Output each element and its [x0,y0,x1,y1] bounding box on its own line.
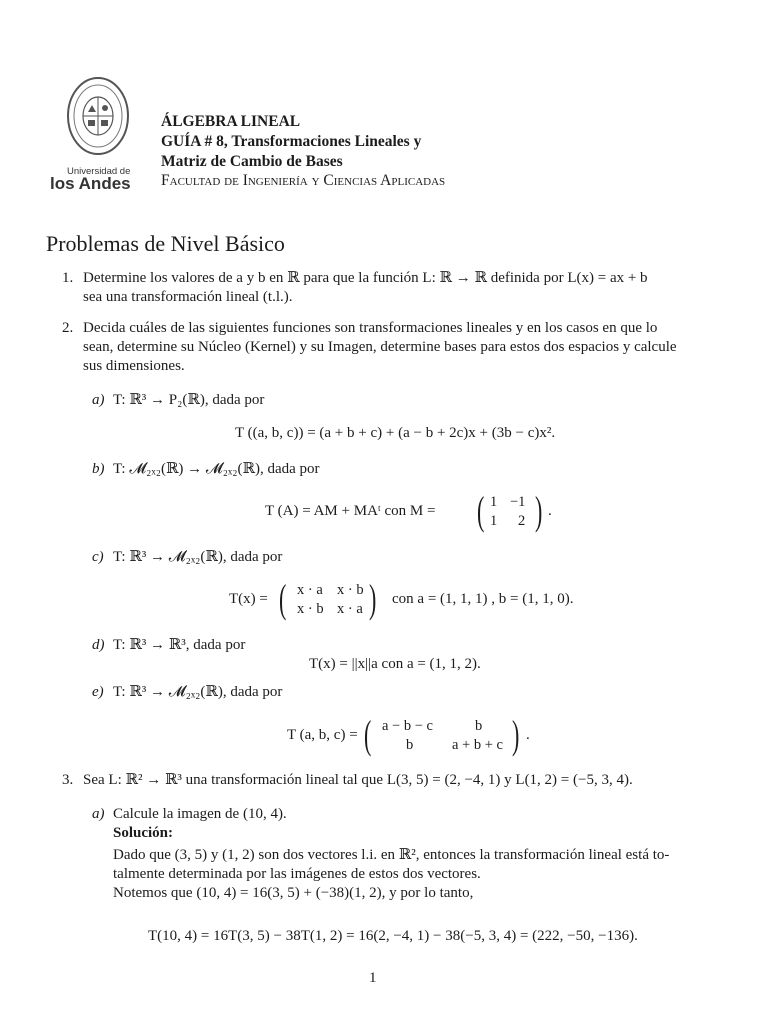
problem-2c-text: T: ℝ³ → 𝓜₂ₓ₂(ℝ), dada por [113,549,283,565]
matrix-cell: b [475,718,483,734]
matrix-cell: −1 [510,494,526,510]
matrix-cell: x · a [337,601,363,617]
solution-equation: T(10, 4) = 16T(3, 5) − 38T(1, 2) = 16(2, −4, 1) − 38(−5, 3, 4) = (222, −50, −136). [148,928,638,944]
problem-2e-equation: T (a, b, c) = [287,727,358,743]
problem-2d-equation: T(x) = ||x||a con a = (1, 1, 2). [309,656,481,672]
problem-2a-label: a) [92,392,105,408]
problem-2-line2: sean, determine su Núcleo (Kernel) y su Imagen, determine bases para estos dos espacios y calcule [83,339,677,355]
problem-2b-text: T: 𝓜₂ₓ₂(ℝ) → 𝓜₂ₓ₂(ℝ), dada por [113,461,320,477]
problem-2d-label: d) [92,637,105,653]
matrix-cell: 2 [518,513,526,529]
problem-2-line3: sus dimensiones. [83,358,185,374]
matrix-cell: a − b − c [382,718,433,734]
matrix-cell: b [406,737,414,753]
matrix-left-paren: ( [278,576,287,621]
problem-3a-label: a) [92,806,105,822]
matrix-right-paren: ) [368,576,377,621]
problem-2a-equation: T ((a, b, c)) = (a + b + c) + (a − b + 2c)x + (3b − c)x². [235,425,556,441]
solution-label: Solución: [113,825,174,841]
header-block [161,112,421,172]
matrix-right-paren: ) [511,712,520,757]
problem-2c-equation: T(x) = [229,591,268,607]
faculty-name: Facultad de Ingeniería y Ciencias Aplicadas [161,172,446,189]
problem-1-number: 1. [62,270,74,286]
problem-2e-label: e) [92,684,104,700]
matrix-cell: 1 [490,494,498,510]
problem-2e-text: T: ℝ³ → 𝓜₂ₓ₂(ℝ), dada por [113,684,283,700]
matrix-left-paren: ( [476,488,485,533]
solution-line2: talmente determinada por las imágenes de estos dos vectores. [113,866,481,882]
svg-text:Universidad de: Universidad de [67,166,131,177]
matrix-right-paren: ) [534,488,543,533]
page-number: 1 [369,970,377,986]
problem-2b-equation: T (A) = AM + MAᵗ con M = [265,503,436,519]
guide-title-line2: Matriz de Cambio de Bases [161,153,343,170]
problem-1-line1: Determine los valores de a y b en ℝ para que la función L: ℝ → ℝ definida por L(x) = ax + b [83,270,648,286]
solution-line1: Dado que (3, 5) y (1, 2) son dos vectores l.i. en ℝ², entonces la transformación lineal está to- [113,847,670,863]
problem-3a-text: Calcule la imagen de (10, 4). [113,806,287,822]
problem-2e-end: . [526,727,530,743]
matrix-cell: x · a [297,582,323,598]
course-title: ÁLGEBRA LINEAL [161,113,301,130]
problem-2d-text: T: ℝ³ → ℝ³, dada por [113,637,246,653]
problem-3-number: 3. [62,772,74,788]
guide-title-line1: GUÍA # 8, Transformaciones Lineales y [161,133,422,150]
problem-2c-condition: con a = (1, 1, 1) , b = (1, 1, 0). [392,591,574,607]
problem-3-line1: Sea L: ℝ² → ℝ³ una transformación lineal tal que L(3, 5) = (2, −4, 1) y L(1, 2) = (−5, 3, 4). [83,772,633,788]
problem-2-line1: Decida cuáles de las siguientes funciones son transformaciones lineales y en los casos en que lo [83,320,658,336]
problem-1-line2: sea una transformación lineal (t.l.). [83,289,293,305]
problem-2c-label: c) [92,549,104,565]
solution-line3: Notemos que (10, 4) = 16(3, 5) + (−38)(1, 2), y por lo tanto, [113,885,474,901]
matrix-cell: 1 [490,513,498,529]
university-logo [50,70,154,195]
problem-2a-text: T: ℝ³ → P₂(ℝ), dada por [113,392,265,408]
matrix-cell: a + b + c [452,737,503,753]
problem-2b-end: . [548,503,552,519]
problem-2-number: 2. [62,320,74,336]
logo-name: los Andes [50,174,131,193]
problem-2b-label: b) [92,461,105,477]
section-title: Problemas de Nivel Básico [46,231,285,256]
matrix-left-paren: ( [363,712,372,757]
matrix-cell: x · b [337,582,364,598]
matrix-cell: x · b [297,601,324,617]
